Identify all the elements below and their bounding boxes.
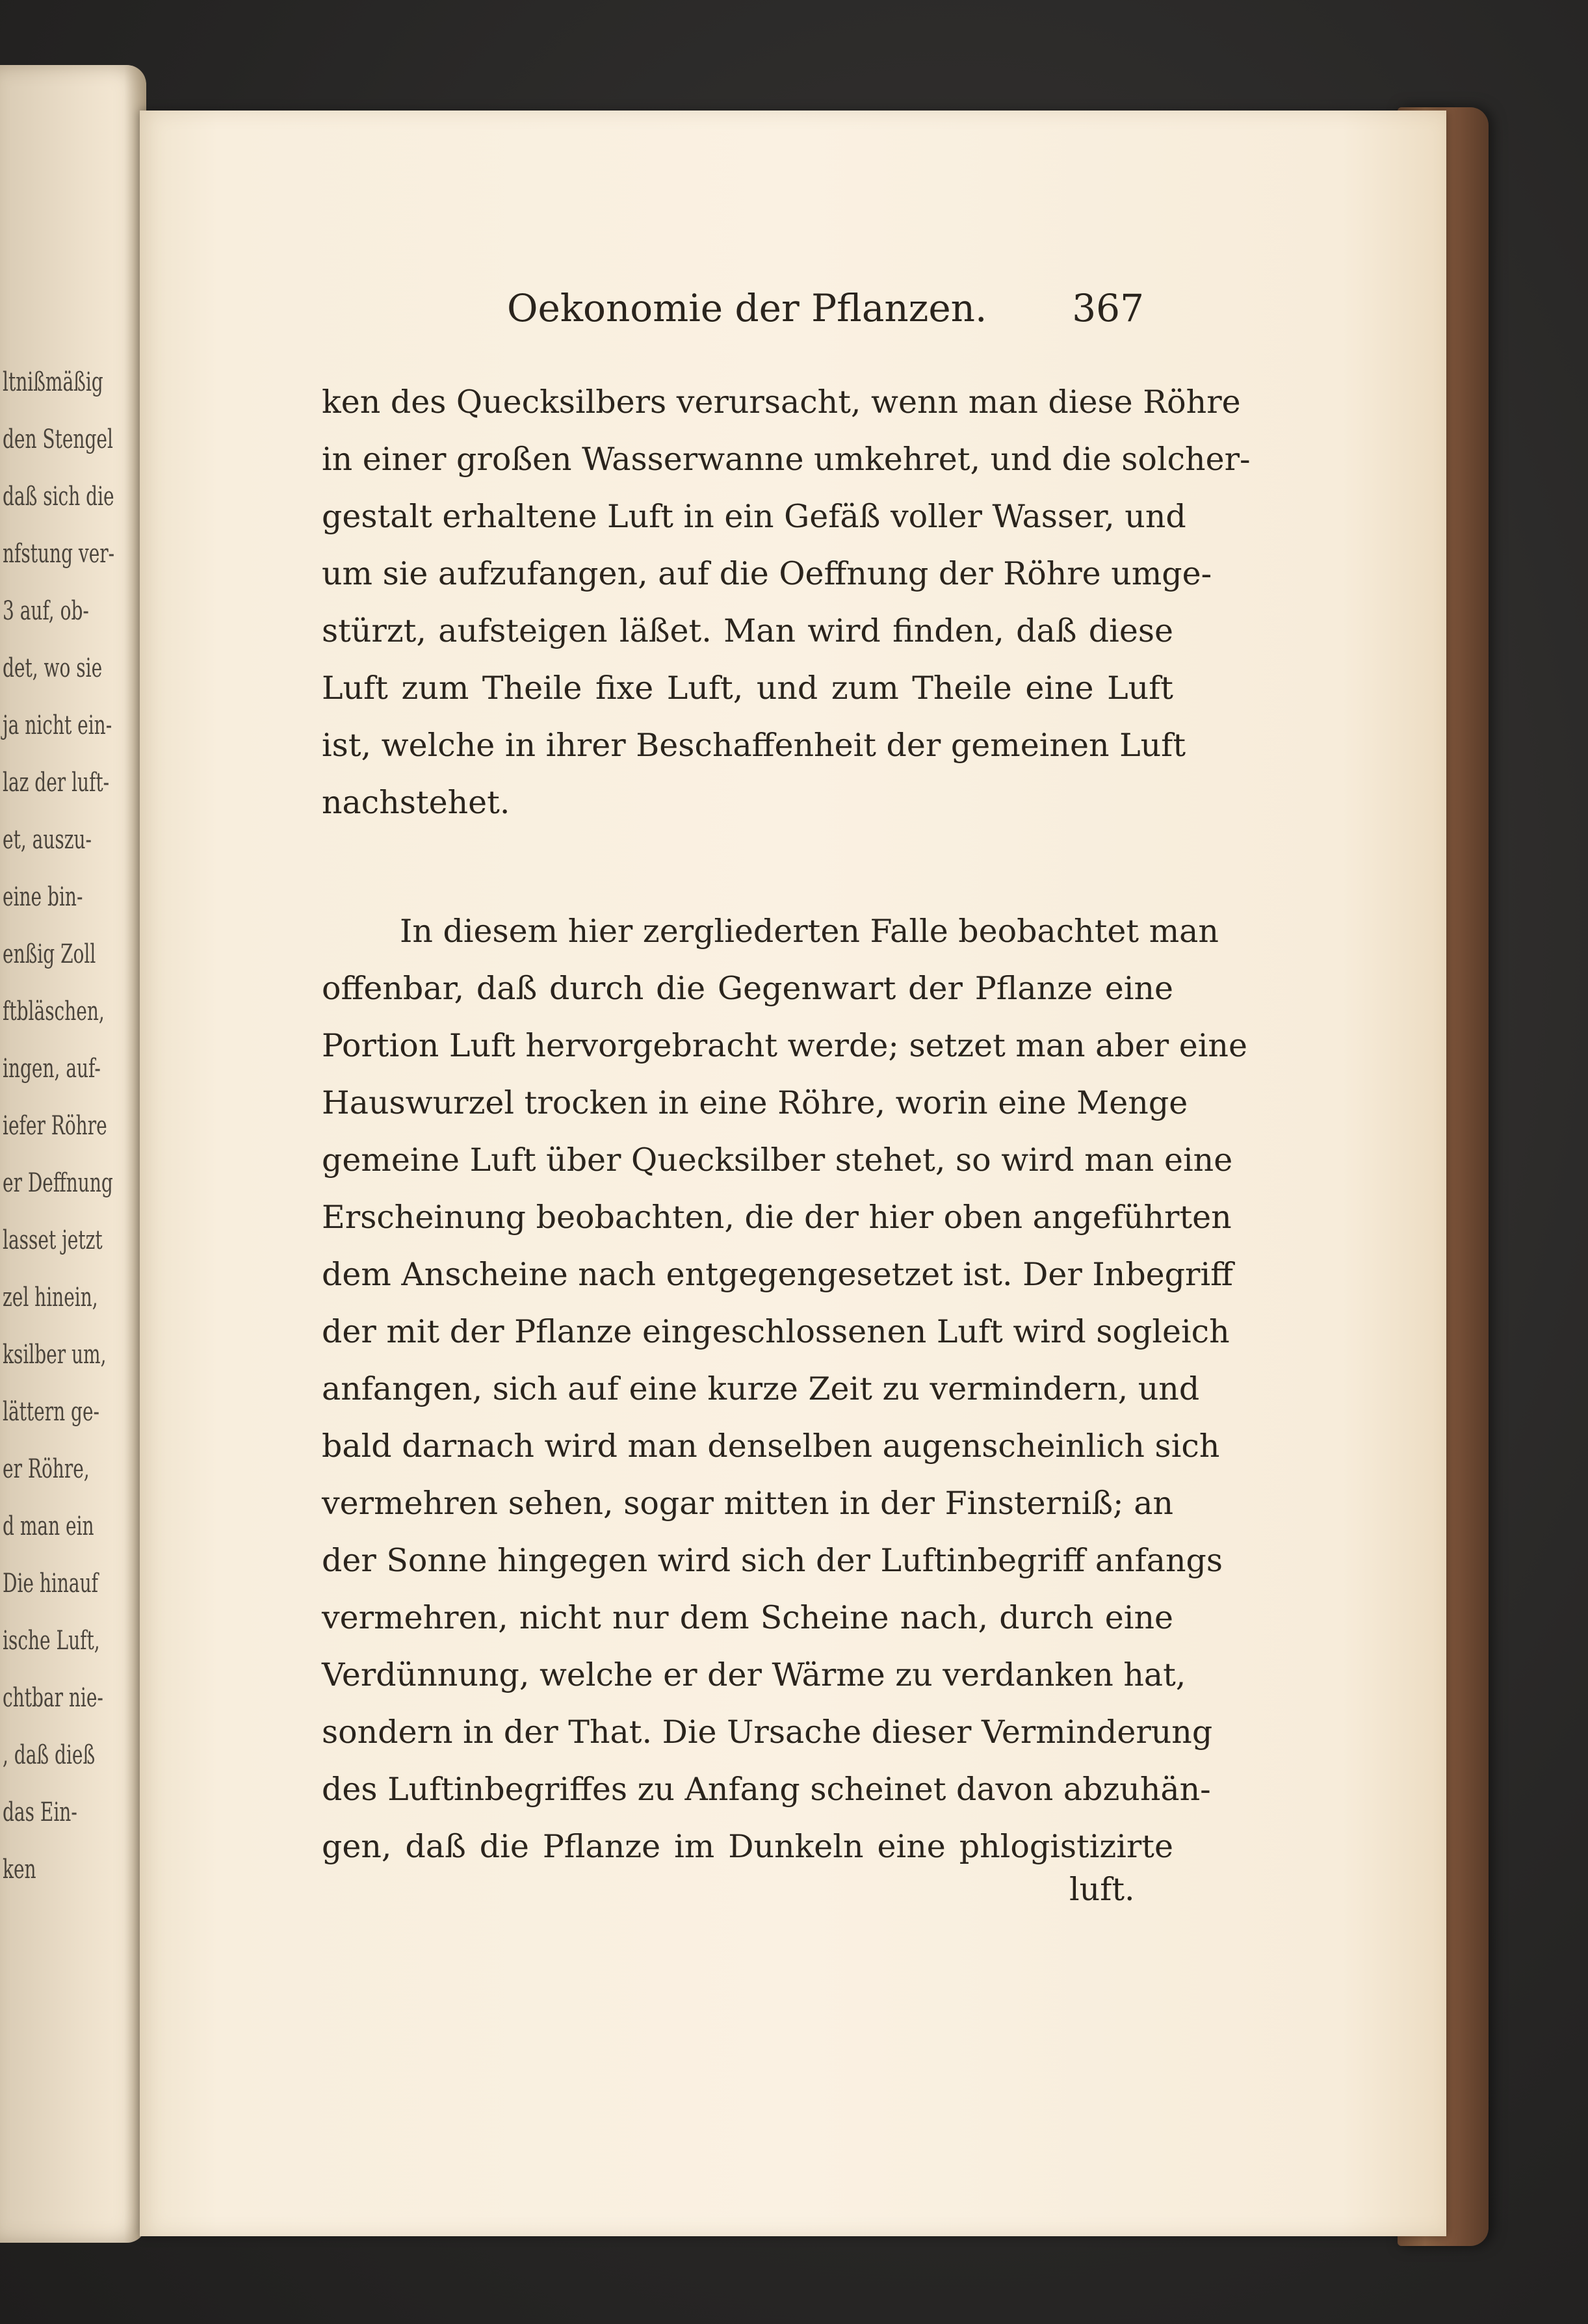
left-page-fragment: et, auszu- bbox=[3, 825, 92, 855]
left-page-fragment: ftbläschen, bbox=[3, 997, 105, 1026]
text-line: ist, welche in ihrer Beschaffenheit der gemeinen Luft bbox=[322, 727, 1186, 764]
text-line: der mit der Pflanze eingeschlossenen Luft wird sogleich bbox=[322, 1313, 1230, 1350]
text-line: vermehren sehen, sogar mitten in der Finsterniß; an bbox=[322, 1485, 1173, 1522]
text-line: vermehren, nicht nur dem Scheine nach, durch eine bbox=[322, 1599, 1173, 1636]
text-line: ken des Quecksilbers verursacht, wenn man diese Röhre bbox=[322, 384, 1241, 421]
left-page-fragment: chtbar nie- bbox=[3, 1683, 103, 1713]
text-line: gemeine Luft über Quecksilber stehet, so wird man eine bbox=[322, 1142, 1233, 1179]
left-page-fragment: iefer Röhre bbox=[3, 1111, 107, 1141]
text-line: um sie aufzufangen, auf die Oeffnung der Röhre umge- bbox=[322, 555, 1212, 592]
text-line: Hauswurzel trocken in eine Röhre, worin eine Menge bbox=[322, 1084, 1188, 1121]
left-page-fragment: daß sich die bbox=[3, 482, 114, 512]
text-line: nachstehet. bbox=[322, 784, 510, 821]
running-head bbox=[507, 286, 1144, 338]
text-line: bald darnach wird man denselben augenscheinlich sich bbox=[322, 1428, 1220, 1465]
paragraph-gap bbox=[322, 831, 1173, 903]
left-page-fragment: enßig Zoll bbox=[3, 939, 96, 969]
text-line: gestalt erhaltene Luft in ein Gefäß voller Wasser, und bbox=[322, 498, 1186, 535]
text-line: Verdünnung, welche er der Wärme zu verdanken hat, bbox=[322, 1656, 1186, 1693]
left-page-fragment: das Ein- bbox=[3, 1797, 77, 1827]
left-page-fragment: er Röhre, bbox=[3, 1454, 90, 1484]
text-line: sondern in der That. Die Ursache dieser Verminderung bbox=[322, 1714, 1213, 1751]
body-text bbox=[322, 374, 1251, 1875]
text-line: anfangen, sich auf eine kurze Zeit zu vermindern, und bbox=[322, 1370, 1200, 1407]
left-page-fragment: d man ein bbox=[3, 1511, 94, 1541]
text-line: Portion Luft hervorgebracht werde; setzet man aber eine bbox=[322, 1027, 1247, 1064]
left-page-fragment: er Deffnung bbox=[3, 1168, 113, 1198]
left-page-fragment: ksilber um, bbox=[3, 1340, 107, 1370]
left-page-fragment: Die hinauf bbox=[3, 1569, 98, 1599]
left-page-fragment: nfstung ver- bbox=[3, 539, 115, 569]
text-line: In diesem hier zergliederten Falle beobachtet man bbox=[400, 913, 1219, 950]
left-page-fragment: lättern ge- bbox=[3, 1397, 100, 1427]
text-line: des Luftinbegriffes zu Anfang scheinet davon abzuhän- bbox=[322, 1771, 1211, 1808]
text-line: offenbar, daß durch die Gegenwart der Pflanze eine bbox=[322, 970, 1173, 1007]
left-facing-page bbox=[0, 65, 146, 2243]
left-page-fragment: ja nicht ein- bbox=[3, 711, 112, 740]
text-line: dem Anscheine nach entgegengesetzet ist. Der Inbegriff bbox=[322, 1256, 1233, 1293]
left-page-fragment: ische Luft, bbox=[3, 1626, 100, 1656]
left-page-fragment: ltnißmäßig bbox=[3, 367, 103, 397]
left-page-fragment: lasset jetzt bbox=[3, 1225, 103, 1255]
text-line: gen, daß die Pflanze im Dunkeln eine phlogistizirte bbox=[322, 1828, 1173, 1865]
left-page-fragment: , daß dieß bbox=[3, 1740, 96, 1770]
left-page-fragment: laz der luft- bbox=[3, 768, 110, 798]
running-title: Oekonomie der Pflanzen. bbox=[507, 286, 987, 330]
left-page-fragment: ingen, auf- bbox=[3, 1054, 101, 1084]
catchword: luft. bbox=[1069, 1871, 1135, 1908]
left-page-fragment: ken bbox=[3, 1855, 36, 1885]
text-line: stürzt, aufsteigen läßet. Man wird finden, daß diese bbox=[322, 612, 1173, 649]
text-line: in einer großen Wasserwanne umkehret, und die solcher- bbox=[322, 441, 1251, 478]
left-page-fragment: det, wo sie bbox=[3, 653, 103, 683]
left-page-fragment: eine bin- bbox=[3, 882, 83, 912]
left-page-fragment: 3 auf, ob- bbox=[3, 596, 89, 626]
text-line: der Sonne hingegen wird sich der Luftinbegriff anfangs bbox=[322, 1542, 1223, 1579]
text-line: Erscheinung beobachten, die der hier oben angeführten bbox=[322, 1199, 1232, 1236]
left-page-fragment: den Stengel bbox=[3, 424, 113, 454]
text-line: Luft zum Theile fixe Luft, und zum Theile eine Luft bbox=[322, 670, 1173, 707]
left-page-fragment: zel hinein, bbox=[3, 1283, 98, 1312]
page-number: 367 bbox=[1072, 286, 1144, 330]
